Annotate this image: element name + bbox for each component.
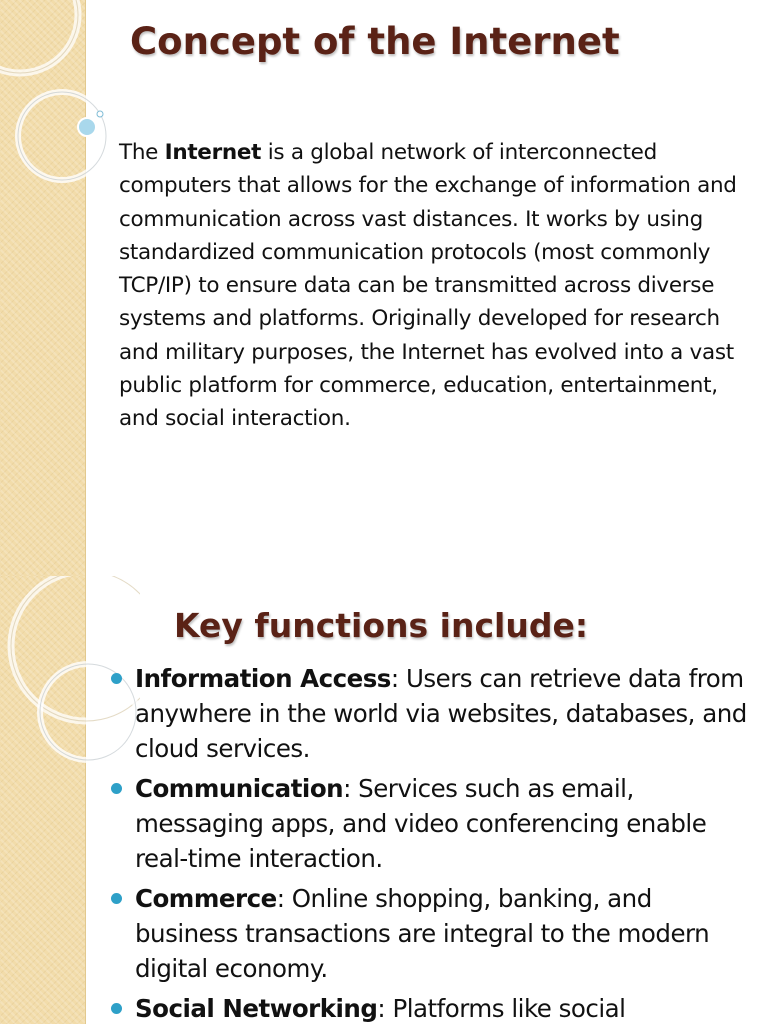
item-term: Communication	[135, 774, 344, 803]
bullet-icon	[111, 893, 122, 904]
item-text: : Online shopping, banking, and business transactions are integral to the modern digital economy.	[135, 884, 710, 983]
item-text: : Platforms like social	[377, 994, 626, 1023]
slide-title: Concept of the Internet	[130, 20, 620, 63]
intro-term: Internet	[164, 140, 262, 165]
sidebar-texture	[0, 576, 86, 1024]
bullet-icon	[111, 1003, 122, 1014]
list-item	[108, 881, 748, 986]
intro-text-start: The	[119, 140, 165, 165]
item-term: Commerce	[135, 884, 277, 913]
sidebar-texture	[0, 0, 86, 576]
slide-key-functions	[0, 576, 768, 1024]
bullet-icon	[111, 783, 122, 794]
item-text: : Services such as email, messaging apps, and video conferencing enable real-time interaction.	[135, 774, 707, 873]
item-term: Information Access	[135, 664, 391, 693]
function-list	[108, 661, 748, 1024]
intro-text-rest: is a global network of interconnected computers that allows for the exchange of information and communication across vast distances. It works by using standardized communication protocols (most commonly TCP/IP) to ensure data can be transmitted across diverse systems and platforms. Originally developed for research and military purposes, the Internet has evolved into a vast public platform for commerce, education, entertainment, and social interaction.	[119, 140, 737, 432]
item-term: Social Networking	[135, 994, 378, 1023]
item-text: : Users can retrieve data from anywhere in the world via websites, databases, and cloud services.	[135, 664, 747, 763]
list-item	[108, 771, 748, 876]
bullet-icon	[111, 673, 122, 684]
intro-paragraph	[119, 136, 739, 436]
section-title: Key functions include:	[174, 606, 589, 645]
list-item	[108, 661, 748, 766]
list-item	[108, 991, 748, 1024]
